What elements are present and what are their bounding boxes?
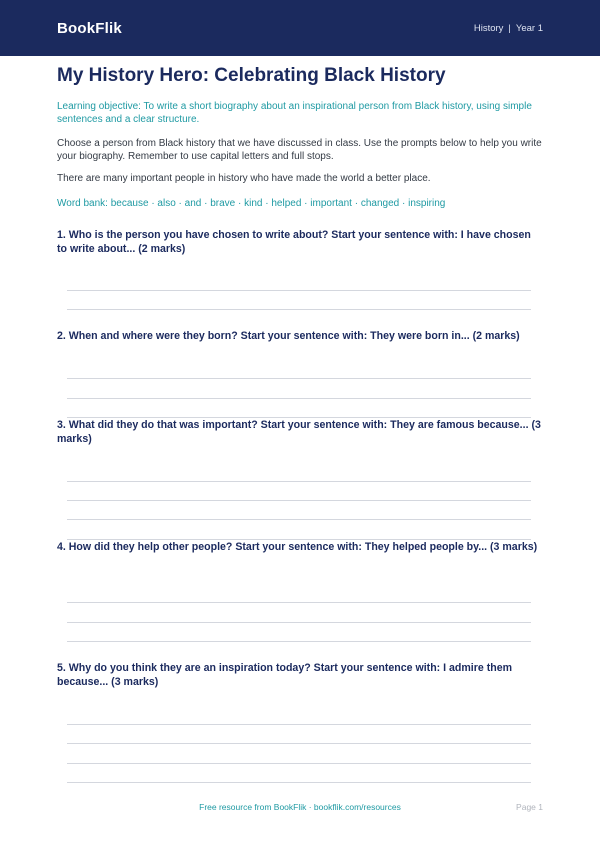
page-title: My History Hero: Celebrating Black History: [57, 65, 446, 86]
answer-line[interactable]: [67, 500, 531, 501]
question-5: 5. Why do you think they are an inspiration today? Start your sentence with: I admire them because... (3 marks): [57, 662, 513, 688]
answer-line[interactable]: [67, 782, 531, 783]
intro-text: There are many important people in history who have made the world a better place.: [57, 173, 431, 184]
answer-line[interactable]: [67, 641, 531, 642]
question-2: 2. When and where were they born? Start your sentence with: They were born in... (2 marks): [57, 330, 520, 342]
answer-line[interactable]: [67, 378, 531, 379]
answer-line[interactable]: [67, 290, 531, 291]
answer-line[interactable]: [67, 743, 531, 744]
word-bank: Word bank: because · also · and · brave · kind · helped · important · changed · inspiring: [57, 198, 446, 209]
question-1: 1. Who is the person you have chosen to write about? Start your sentence with: I have chosen to write about... (2 marks): [57, 229, 531, 255]
answer-line[interactable]: [67, 398, 531, 399]
answer-line[interactable]: [67, 309, 531, 310]
answer-line[interactable]: [67, 602, 531, 603]
question-4: 4. How did they help other people? Start your sentence with: They helped people by... (3 marks): [57, 541, 538, 553]
footer-source-link[interactable]: Free resource from BookFlik · bookflik.com/resources: [199, 802, 401, 812]
page-number: Page 1: [516, 802, 543, 812]
instructions-text: Choose a person from Black history that we have discussed in class. Use the prompts below to help you write your biography. Remember to use capital letters and full stops.: [57, 138, 542, 162]
breadcrumb: [474, 23, 543, 34]
question-3: 3. What did they do that was important? Start your sentence with: They are famous because... (3 marks): [57, 419, 541, 445]
brand-logo[interactable]: BookFlik: [57, 19, 122, 37]
breadcrumb-year[interactable]: Year 1: [515, 22, 543, 34]
answer-line[interactable]: [67, 724, 531, 725]
header-bar: [0, 0, 600, 56]
answer-line[interactable]: [67, 519, 531, 520]
learning-objective: Learning objective: To write a short biography about an inspirational person from Black history, using simple sentences and a clear structure.: [57, 101, 532, 125]
answer-line[interactable]: [67, 763, 531, 764]
breadcrumb-separator: |: [508, 22, 511, 34]
breadcrumb-subject[interactable]: History: [473, 22, 504, 34]
answer-line[interactable]: [67, 622, 531, 623]
answer-line[interactable]: [67, 481, 531, 482]
